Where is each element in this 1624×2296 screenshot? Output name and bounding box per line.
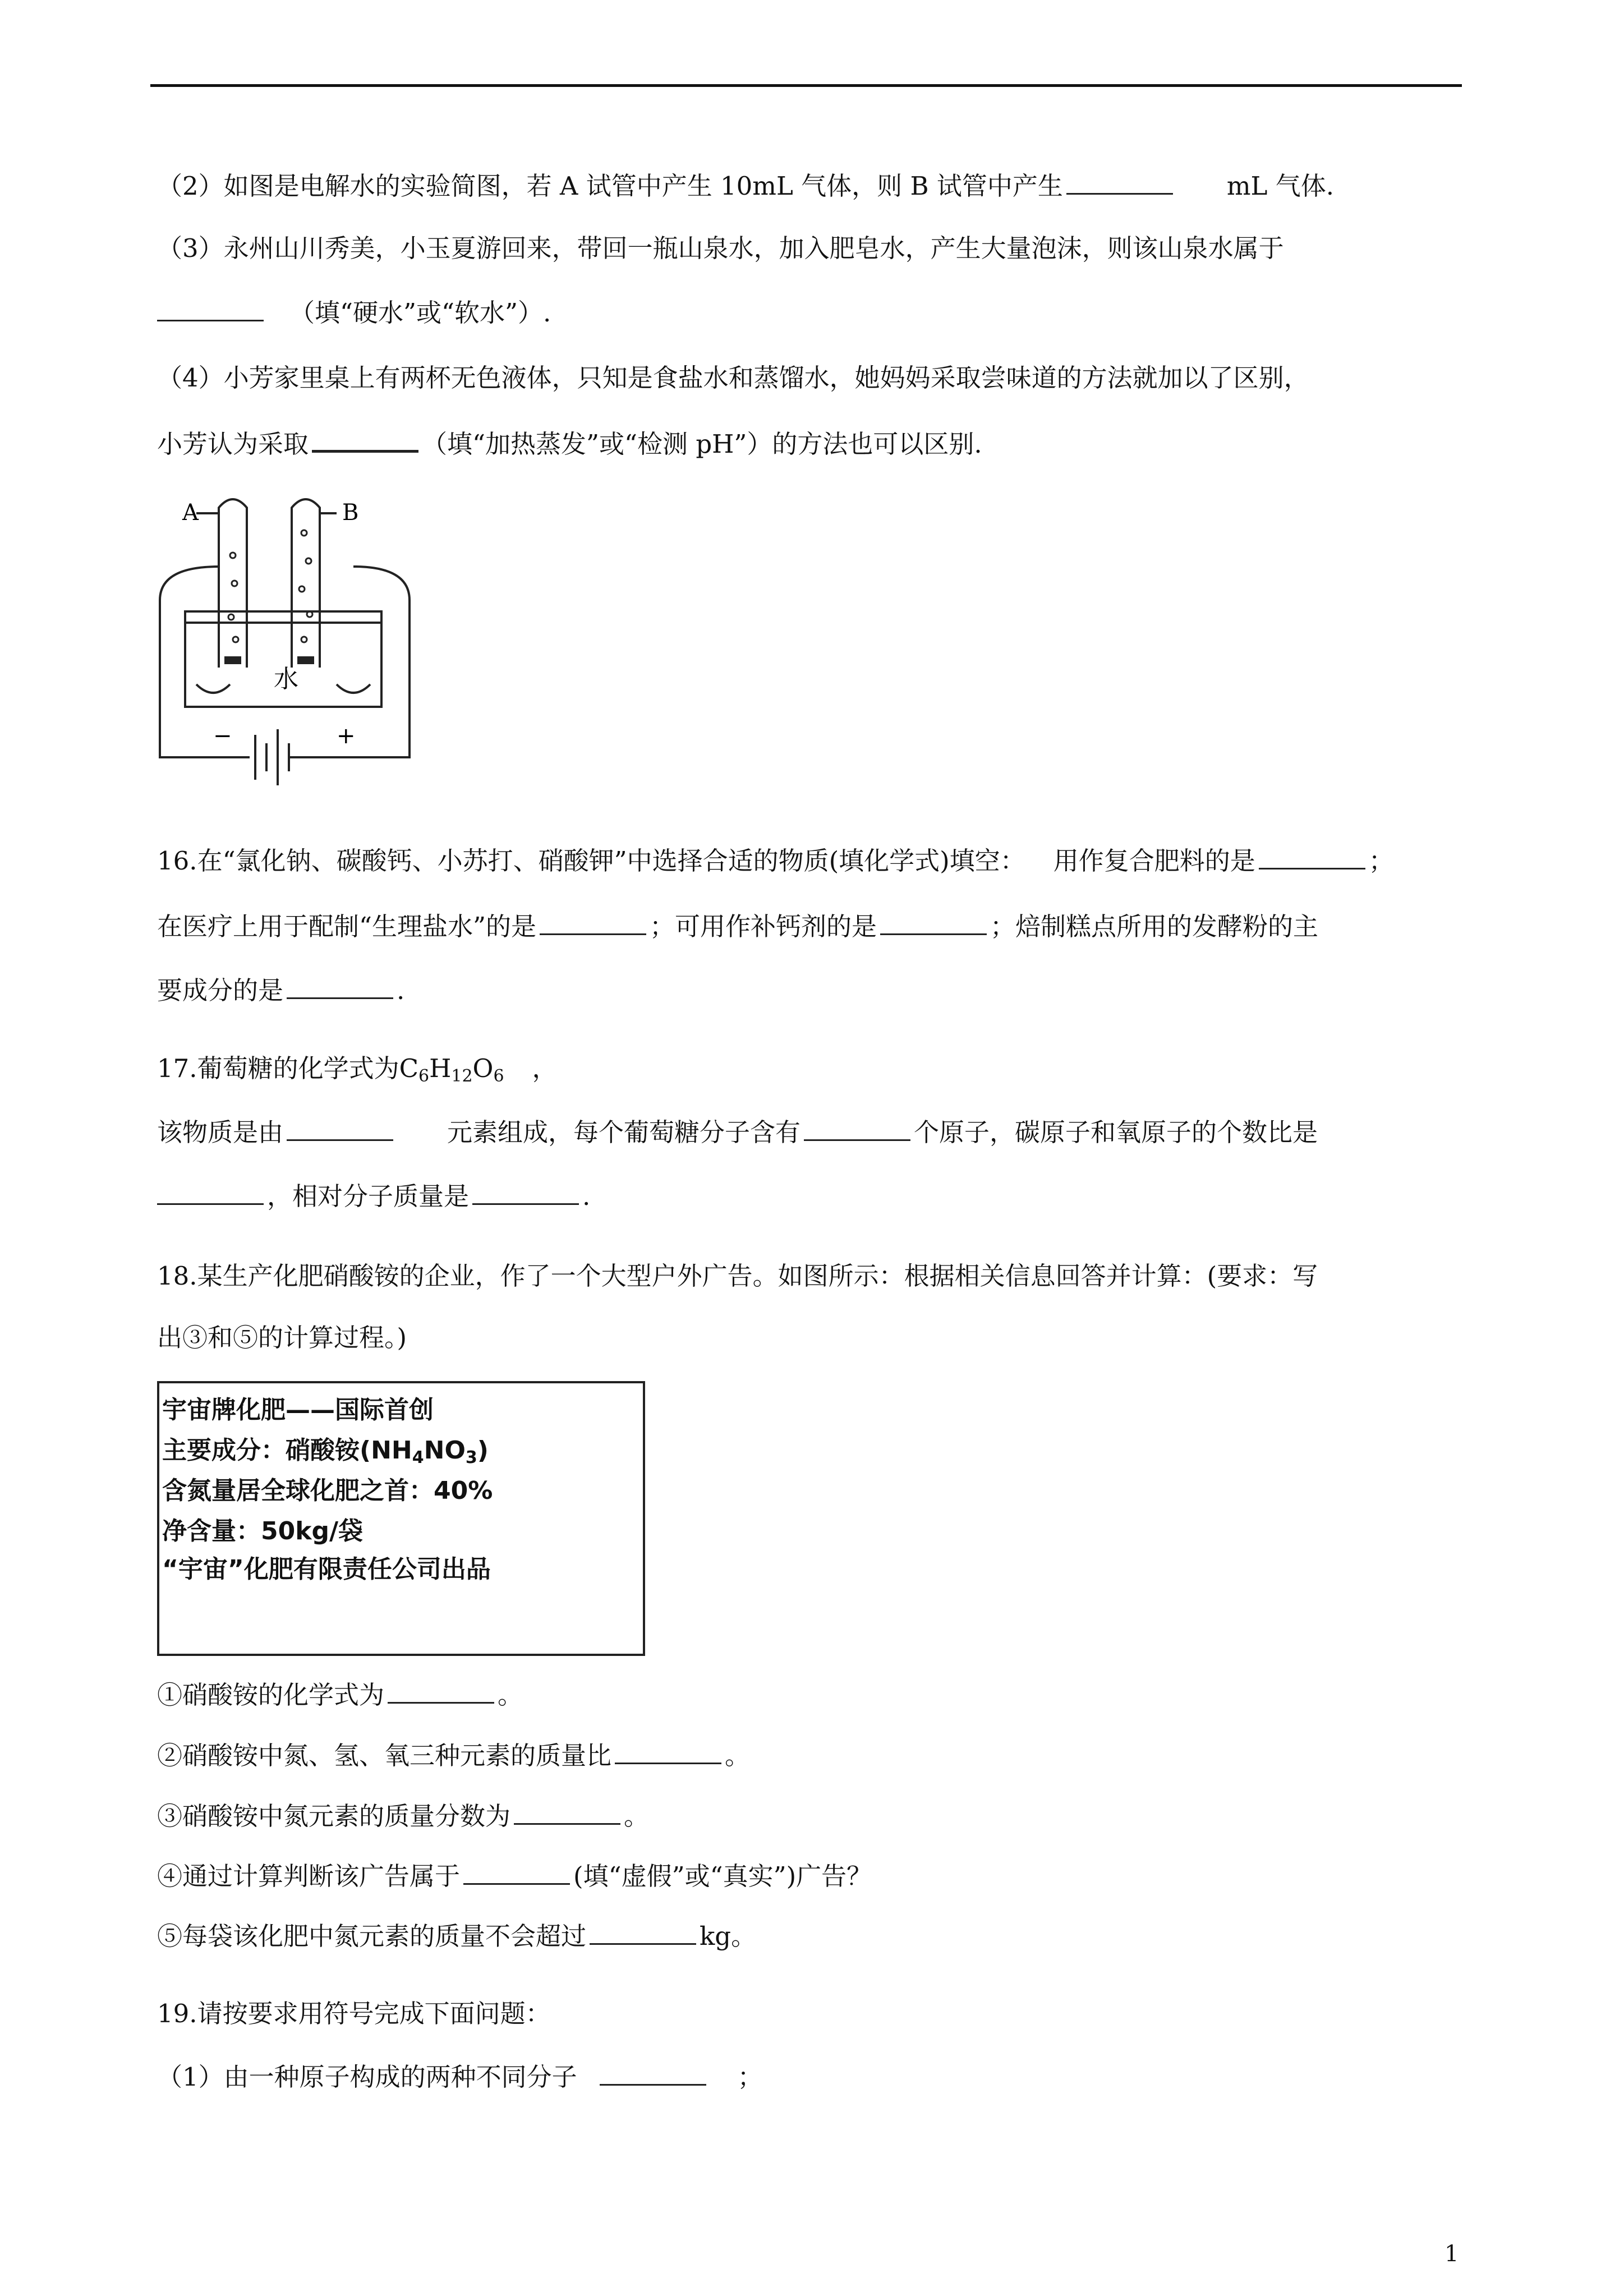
q17-composed-of: 该物质是由: [157, 1117, 284, 1147]
q17-end: .: [582, 1181, 591, 1211]
q17-ratio-text: 个原子，碳原子和氧原子的个数比是: [914, 1117, 1318, 1147]
q16-sep-1: ；: [1368, 846, 1394, 876]
q18-sub3-text: ③硝酸铵中氮元素的质量分数为: [157, 1801, 511, 1831]
page-number: 1: [1444, 2241, 1459, 2267]
q17-comma: ，: [532, 1053, 558, 1083]
q16-blank-1[interactable]: [1259, 844, 1365, 869]
q18-sub4-text: ④通过计算判断该广告属于: [157, 1861, 461, 1891]
q16-line1: [157, 844, 1464, 878]
q17-atoms-text: 元素组成，每个葡萄糖分子含有: [447, 1117, 801, 1147]
q16-compound-fertilizer: 用作复合肥料的是: [1053, 846, 1255, 876]
q18-sub2-text: ②硝酸铵中氮、氢、氧三种元素的质量比: [157, 1741, 612, 1770]
q18-sub2-end: 。: [725, 1741, 751, 1770]
q15-part4-pre: 小芳认为采取: [157, 429, 309, 459]
q19-part1: [157, 2060, 1464, 2094]
electrode-a: [224, 656, 241, 664]
q16-prompt: 16.在“氯化钠、碳酸钙、小苏打、硝酸钾”中选择合适的物质(填化学式)填空：: [157, 846, 1025, 876]
q16-blank-3[interactable]: [880, 910, 987, 935]
electrolysis-diagram: [151, 488, 415, 791]
q16-blank-4[interactable]: [287, 974, 393, 999]
q16-end: .: [397, 976, 405, 1005]
electrode-wire-left: [196, 684, 230, 693]
q18-sub1: [157, 1678, 1464, 1712]
q18-sub5: [157, 1920, 1464, 1953]
q18-sub5-end: kg。: [700, 1921, 757, 1951]
label-plus: +: [337, 723, 356, 749]
q16-blank-2[interactable]: [540, 910, 646, 935]
q18-sub5-text: ⑤每袋该化肥中氮元素的质量不会超过: [157, 1921, 587, 1951]
test-tube-a: [219, 499, 247, 668]
q17-blank-4[interactable]: [472, 1180, 579, 1205]
q18-blank-5[interactable]: [590, 1920, 696, 1945]
q16-baking-text: ；焙制糕点所用的发酵粉的主: [990, 912, 1319, 941]
label-minus: −: [213, 723, 232, 749]
q15-part2-text: （2）如图是电解水的实验简图，若 A 试管中产生 10mL 气体，则 B 试管中产生: [157, 171, 1063, 201]
q19-blank-1[interactable]: [600, 2060, 706, 2086]
q17-blank-1[interactable]: [287, 1116, 393, 1141]
q17-molar-mass-text: ，相对分子质量是: [267, 1181, 470, 1211]
q15-part4-post: （填“加热蒸发”或“检测 pH”）的方法也可以区别.: [422, 429, 982, 459]
q16-calcium-text: ；可用作补钙剂的是: [650, 912, 877, 941]
q15-part2-post: mL 气体.: [1226, 171, 1335, 201]
q15-part2: [157, 169, 1464, 203]
q18-sub3: [157, 1800, 1464, 1833]
q17-prompt: 17.葡萄糖的化学式为: [157, 1053, 399, 1083]
q18-blank-1[interactable]: [388, 1678, 494, 1704]
q19-line1: 19.请按要求用符号完成下面问题：: [157, 1999, 551, 2028]
ad-title: 宇宙牌化肥——国际首创: [162, 1396, 434, 1424]
q16-line2: [157, 910, 1464, 944]
q17-line3: [157, 1180, 1464, 1213]
electrode-b: [297, 656, 314, 664]
label-b: B: [342, 500, 359, 526]
ad-nitrogen-content: 含氮量居全球化肥之首：40%: [162, 1476, 493, 1505]
q15-part3-line2: [157, 296, 1464, 330]
label-water: 水: [274, 665, 298, 693]
q15-part3-post: （填“硬水”或“软水”）.: [289, 298, 551, 328]
advertisement-box: [157, 1381, 645, 1656]
q17-blank-2[interactable]: [804, 1116, 910, 1141]
q18-blank-4[interactable]: [463, 1860, 570, 1885]
q15-part2-blank[interactable]: [1066, 169, 1173, 195]
q17-line1: [157, 1052, 1464, 1093]
q18-sub3-end: 。: [624, 1801, 650, 1831]
q16-saline-text: 在医疗上用于配制“生理盐水”的是: [157, 912, 537, 941]
ad-net-weight: 净含量：50kg/袋: [162, 1517, 364, 1545]
q18-line2: 出③和⑤的计算过程。): [157, 1323, 407, 1352]
q18-sub4-end: (填“虚假”或“真实”)广告？: [573, 1861, 872, 1891]
q16-main-component: 要成分的是: [157, 976, 284, 1005]
q17-blank-3[interactable]: [157, 1180, 264, 1205]
glucose-formula: $C_6H_{12}O_6$: [399, 1053, 504, 1086]
q15-part3-line1: （3）永州山川秀美，小玉夏游回来，带回一瓶山泉水，加入肥皂水，产生大量泡沫，则该山泉水属于: [157, 233, 1284, 263]
q18-blank-3[interactable]: [514, 1800, 620, 1825]
q18-line1: 18.某生产化肥硝酸铵的企业，作了一个大型户外广告。如图所示：根据相关信息回答并计算：(要求：写: [157, 1261, 1318, 1291]
q18-blank-2[interactable]: [615, 1739, 721, 1764]
label-a: A: [182, 500, 199, 526]
q18-sub2: [157, 1739, 1464, 1773]
q15-part4-line1: （4）小芳家里桌上有两杯无色液体，只知是食盐水和蒸馏水，她妈妈采取尝味道的方法就加以了区别，: [157, 363, 1309, 393]
q17-line2: [157, 1116, 1464, 1149]
q18-sub1-end: 。: [498, 1680, 523, 1710]
q18-sub1-text: ①硝酸铵的化学式为: [157, 1680, 385, 1710]
q16-line3: [157, 974, 1464, 1007]
q19-part1-text: （1）由一种原子构成的两种不同分子: [157, 2062, 577, 2092]
header-rule: [150, 84, 1462, 87]
q19-part1-end: ；: [737, 2062, 763, 2092]
q15-part4-line2: [157, 426, 1464, 461]
q15-part3-blank[interactable]: [157, 296, 264, 321]
q18-sub4: [157, 1860, 1464, 1893]
q15-part4-blank[interactable]: [312, 426, 418, 453]
electrode-wire-right: [337, 684, 370, 693]
ad-main-component: 主要成分：硝酸铵$(NH_4NO_3)$: [162, 1436, 489, 1467]
ad-company: “宇宙”化肥有限责任公司出品: [162, 1555, 491, 1584]
